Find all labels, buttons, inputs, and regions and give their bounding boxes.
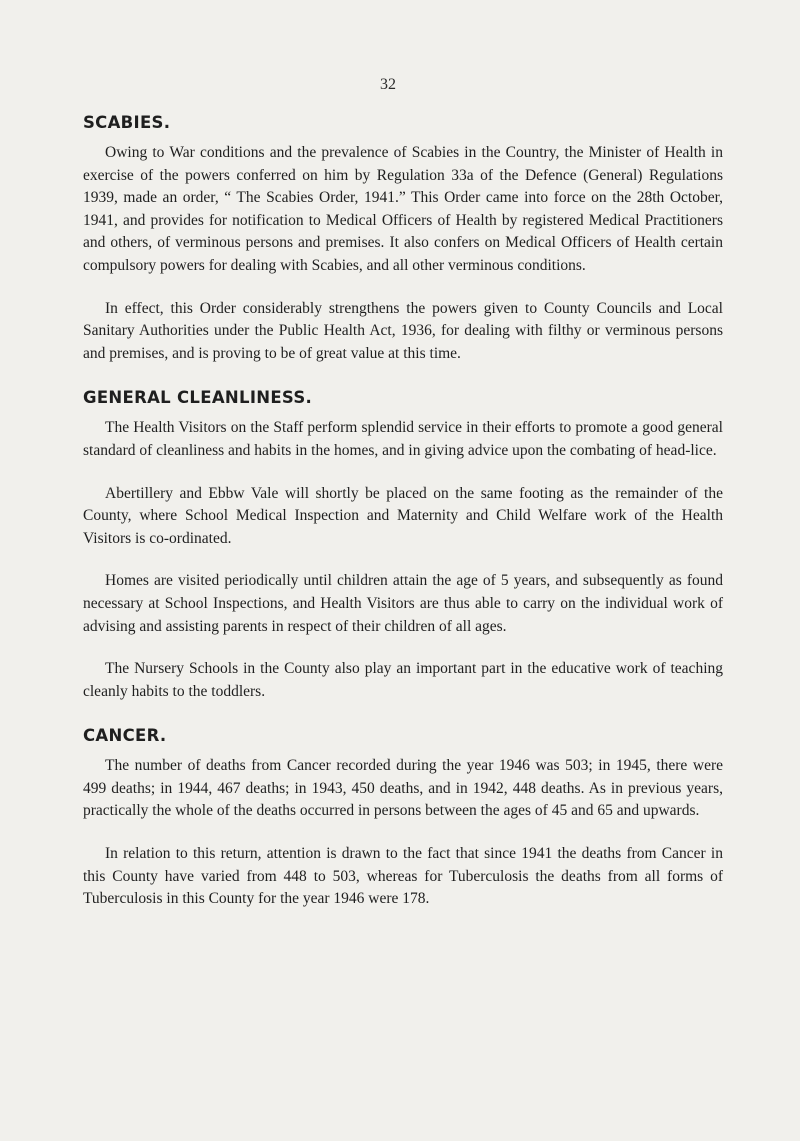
section-cancer: [83, 725, 723, 911]
paragraph: Owing to War conditions and the prevalence of Scabies in the Country, the Minister of Health in exercise of the powers conferred on him by Regulation 33a of the Defence (General) Regulations 1939, made an order, “ The Scabies Order, 1941.” This Order came into force on the 28th October, 1941, and provides for notification to Medical Officers of Health by registered Medical Practitioners and others, of verminous persons and premises. It also confers on Medical Officers of Health certain compulsory powers for dealing with Scabies, and all other verminous conditions.: [83, 144, 723, 274]
paragraph: In relation to this return, attention is drawn to the fact that since 1941 the deaths from Cancer in this County have varied from 448 to 503, whereas for Tuberculosis the deaths from all forms of Tuberculosis in this County for the year 1946 were 178.: [83, 845, 723, 908]
paragraph: The Nursery Schools in the County also play an important part in the educative work of teaching cleanly habits to the toddlers.: [83, 660, 723, 700]
document-body: [83, 112, 723, 911]
section-heading: CANCER.: [83, 726, 167, 746]
paragraph: Abertillery and Ebbw Vale will shortly be placed on the same footing as the remainder of the County, where School Medical Inspection and Maternity and Child Welfare work of the Health Visitors is co-ordinated.: [83, 484, 723, 547]
section-general-cleanliness: [83, 387, 723, 703]
page-number: 32: [380, 76, 396, 93]
section-scabies: [83, 112, 723, 365]
section-heading: GENERAL CLEANLINESS.: [83, 388, 313, 408]
paragraph: Homes are visited periodically until children attain the age of 5 years, and subsequently as found necessary at School Inspections, and Health Visitors are thus able to carry on the individual work of advising and assisting parents in respect of their children of all ages.: [83, 572, 723, 635]
paragraph: The number of deaths from Cancer recorded during the year 1946 was 503; in 1945, there were 499 deaths; in 1944, 467 deaths; in 1943, 450 deaths, and in 1942, 448 deaths. As in previous years, practically the whole of the deaths occurred in persons between the ages of 45 and 65 and upwards.: [83, 757, 723, 820]
section-heading: SCABIES.: [83, 113, 171, 132]
paragraph: In effect, this Order considerably strengthens the powers given to County Councils and Local Sanitary Authorities under the Public Health Act, 1936, for dealing with filthy or verminous persons and premises, and is proving to be of great value at this time.: [83, 299, 723, 362]
paragraph: The Health Visitors on the Staff perform splendid service in their efforts to promote a good general standard of cleanliness and habits in the homes, and in giving advice upon the combating of head-lice.: [83, 419, 723, 459]
